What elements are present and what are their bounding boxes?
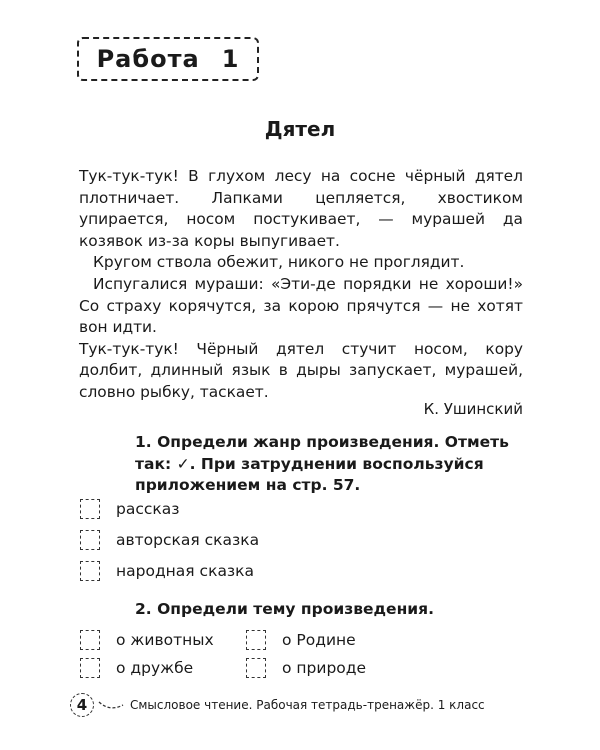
- checkbox[interactable]: [80, 561, 100, 581]
- dashed-curve-icon: [98, 698, 124, 712]
- page-number: 4: [70, 693, 94, 717]
- work-number: 1: [221, 45, 240, 73]
- checkbox[interactable]: [246, 630, 266, 650]
- paragraph: Кругом ствола обежит, никого не проглядит.: [93, 253, 465, 272]
- option-homeland[interactable]: [246, 630, 356, 650]
- option-label: о дружбе: [116, 659, 194, 677]
- task-1-text-b: . При затруднении воспользуйся приложением на стр. 57.: [135, 454, 484, 494]
- option-label: о природе: [282, 659, 367, 677]
- work-label: Работа: [96, 45, 200, 73]
- option-friendship[interactable]: [80, 658, 193, 678]
- task-1-number: 1.: [135, 433, 152, 451]
- story-text: [79, 166, 523, 404]
- paragraph: Тук-тук-тук! Чёрный дятел стучит носом, кору долбит, длинный язык в дыры запускает, мурашей, словно рыбку, таскает.: [79, 339, 523, 401]
- check-mark-icon: ✓: [176, 454, 190, 473]
- option-label: авторская сказка: [116, 531, 260, 549]
- checkbox[interactable]: [80, 499, 100, 519]
- option-animals[interactable]: [80, 630, 214, 650]
- task-1-text-a: Определи жанр произведения. Отметь так:: [135, 433, 509, 473]
- checkbox[interactable]: [80, 630, 100, 650]
- option-story[interactable]: [80, 499, 179, 519]
- work-title: [77, 37, 259, 81]
- author: К. Ушинский: [423, 400, 523, 418]
- checkbox[interactable]: [246, 658, 266, 678]
- task-2-text: Определи тему произведения.: [157, 600, 434, 618]
- option-label: о Родине: [282, 631, 356, 649]
- option-author-tale[interactable]: [80, 530, 259, 550]
- task-2: [135, 599, 525, 621]
- option-nature[interactable]: [246, 658, 366, 678]
- option-folk-tale[interactable]: [80, 561, 254, 581]
- paragraph: Тук-тук-тук! В глухом лесу на сосне чёрный дятел плотничает. Лапками цепляется, хвостиком упирается, носом постукивает, — мурашей да козявок из-за коры выпугивает.: [79, 167, 523, 250]
- checkbox[interactable]: [80, 658, 100, 678]
- option-label: о животных: [116, 631, 214, 649]
- footer-caption: Смысловое чтение. Рабочая тетрадь-тренажёр. 1 класс: [130, 698, 485, 712]
- paragraph: Испугалися мураши: «Эти-де порядки не хороши!» Со страху корячутся, за корою прячутся — не хотят вон идти.: [79, 274, 523, 337]
- option-label: рассказ: [116, 500, 180, 518]
- checkbox[interactable]: [80, 530, 100, 550]
- option-label: народная сказка: [116, 562, 255, 580]
- task-1: [135, 432, 525, 497]
- task-2-number: 2.: [135, 600, 152, 618]
- page-footer: [70, 690, 530, 720]
- story-title: Дятел: [264, 117, 336, 141]
